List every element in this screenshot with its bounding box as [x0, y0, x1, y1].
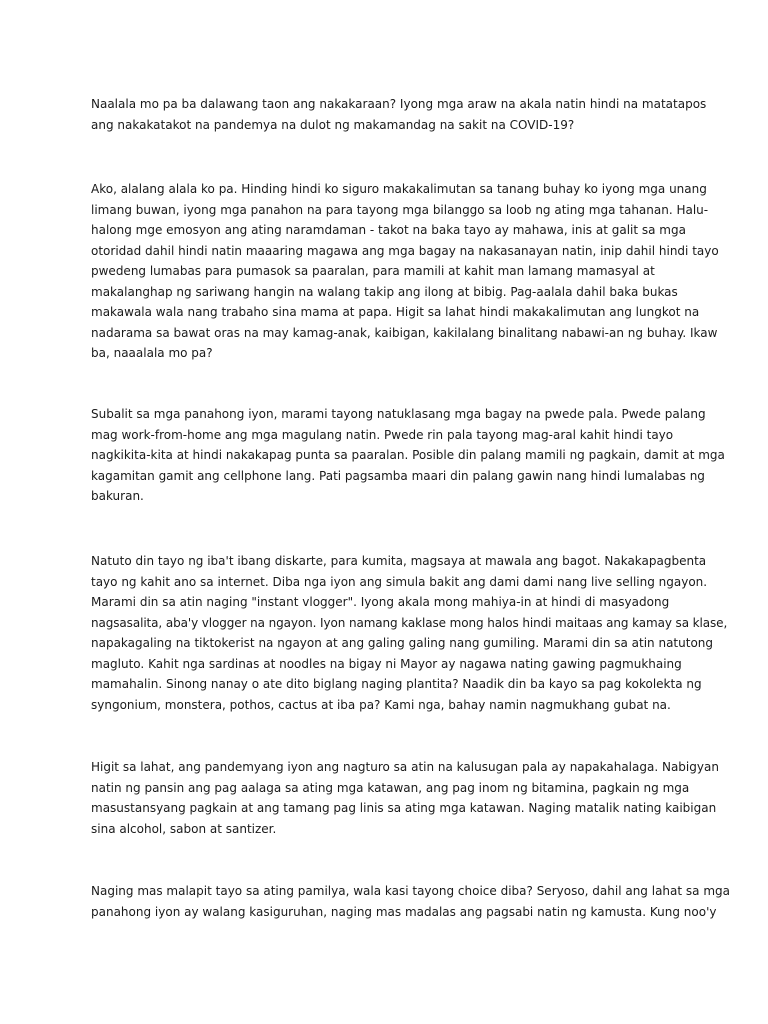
text-line: kagamitan gamit ang cellphone lang. Pati pagsamba maari din palang gawin nang hindi lumalabas ng: [91, 468, 705, 483]
text-line: makawala wala nang trabaho sina mama at papa. Higit sa lahat hindi makakalimutan ang lungkot na: [91, 305, 700, 319]
text-line: ang nakakatakot na pandemya na dulot ng makamandag na sakit na COVID-19?: [91, 117, 575, 132]
text-line: panahong iyon ay walang kasiguruhan, naging mas madalas ang pagsabi natin ng kamusta. Kung noo'y: [91, 904, 717, 919]
text-line: mamahalin. Sinong nanay o ate dito biglang naging plantita? Naadik din ba kayo sa pag kokolekta ng: [91, 677, 702, 691]
text-line: ba, naaalala mo pa?: [91, 346, 213, 360]
text-line: bakuran.: [91, 489, 144, 503]
text-line: tayo ng kahit ano sa internet. Diba nga iyon ang simula bakit ang dami dami nang live selling ngayon.: [91, 574, 708, 589]
text-line: Subalit sa mga panahong iyon, marami tayong natuklasang mga bagay na pwede pala. Pwede palang: [91, 407, 706, 421]
paragraph-2: [91, 179, 719, 364]
paragraph-3: [91, 404, 725, 507]
text-line: halong mge emosyon ang ating naramdaman - takot na baka tayo ay mahawa, inis at galit sa mga: [91, 223, 686, 237]
text-line: Natuto din tayo ng iba't ibang diskarte, para kumita, magsaya at mawala ang bagot. Nakakapagbenta: [91, 554, 707, 568]
text-line: makalanghap ng sariwang hangin na walang takip ang ilong at bibig. Pag-aalala dahil baka bukas: [91, 284, 678, 299]
text-line: syngonium, monstera, pothos, cactus at iba pa? Kami nga, bahay namin nagmukhang gubat na.: [91, 697, 671, 712]
text-line: otoridad dahil hindi natin maaaring magawa ang mga bagay na nakasanayan natin, inip dahil hindi tayo: [91, 243, 719, 258]
text-line: Naging mas malapit tayo sa ating pamilya, wala kasi tayong choice diba? Seryoso, dahil ang lahat sa mga: [91, 884, 730, 898]
text-line: Higit sa lahat, ang pandemyang iyon ang nagturo sa atin na kalusugan pala ay napakahalaga. Nabigyan: [91, 760, 719, 774]
text-line: sina alcohol, sabon at santizer.: [91, 821, 277, 836]
text-line: Ako, alalang alala ko pa. Hinding hindi ko siguro makakalimutan sa tanang buhay ko iyong mga unang: [91, 182, 707, 196]
text-line: mag work-from-home ang mga magulang natin. Pwede rin pala tayong mag-aral kahit hindi tayo: [91, 427, 674, 442]
text-line: nagkikita-kita at hindi nakakapag punta sa paaralan. Posible din palang mamili ng pagkain, damit at mga: [91, 448, 725, 462]
text-line: nadarama sa bawat oras na may kamag-anak, kaibigan, kakilalang binalitang nabawi-an ng buhay. Ikaw: [91, 325, 718, 340]
text-line: limang buwan, iyong mga panahon na para tayong mga bilanggo sa loob ng ating mga tahanan. Halu-: [91, 202, 709, 217]
text-line: Naalala mo pa ba dalawang taon ang nakakaraan? Iyong mga araw na akala natin hindi na matatapos: [91, 97, 707, 111]
text-line: Marami din sa atin naging "instant vlogger". Iyong akala mong mahiya-in at hindi di masyadong: [91, 595, 670, 609]
paragraph-1: [91, 94, 707, 135]
text-line: natin ng pansin ang pag aalaga sa ating mga katawan, ang pag inom ng bitamina, pagkain ng mga: [91, 780, 690, 795]
text-line: magluto. Kahit nga sardinas at noodles na bigay ni Mayor ay nagawa nating gawing pagmukhaing: [91, 656, 682, 671]
text-line: napakagaling na tiktokerist na ngayon at ang galing galing nang gumiling. Marami din sa atin natutong: [91, 636, 714, 650]
paragraph-5: [91, 757, 719, 839]
text-line: nagsasalita, aba'y vlogger na ngayon. Iyon namang kaklase mong halos hindi maitaas ang kamay sa klase,: [91, 615, 728, 630]
text-line: pwedeng lumabas para pumasok sa paaralan, para mamili at kahit man lamang mamasyal at: [91, 264, 655, 278]
text-line: masustansyang pagkain at ang tamang pag linis sa ating mga katawan. Naging matalik nating kaibigan: [91, 801, 717, 815]
paragraph-4: [91, 551, 728, 715]
paragraph-6: [91, 881, 730, 922]
